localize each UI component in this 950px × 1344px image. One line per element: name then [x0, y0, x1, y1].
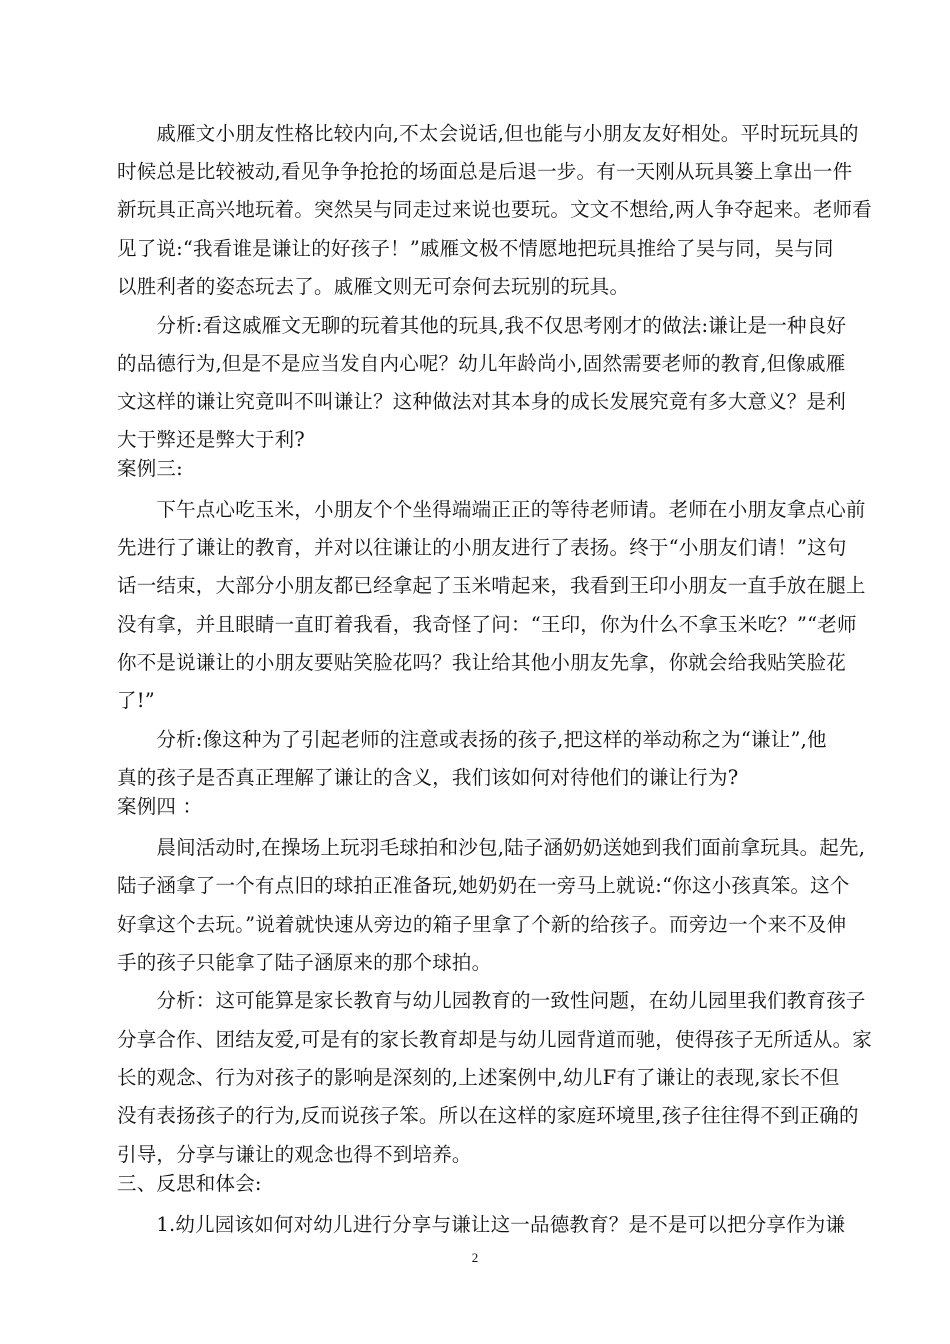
text-line: 了!” [117, 689, 155, 712]
text-line: 分析：这可能算是家长教育与幼儿园教育的一致性问题，在幼儿园里我们教育孩子 [117, 989, 866, 1012]
text-line: 新玩具正高兴地玩着。突然吴与同走过来说也要玩。文文不想给,两人争夺起来。老师看 [117, 198, 872, 221]
text-line: 你不是说谦让的小朋友要贴笑脸花吗？我让给其他小朋友先拿，你就会给我贴笑脸花 [117, 651, 846, 674]
section-heading: 三、反思和体会: [117, 1172, 262, 1195]
text-line: 分析:看这戚雁文无聊的玩着其他的玩具,我不仅思考刚才的做法:谦让是一种良好 [117, 314, 847, 337]
text-line: 晨间活动时,在操场上玩羽毛球拍和沙包,陆子涵奶奶送她到我们面前拿玩具。起先, [117, 836, 866, 859]
text-line: 长的观念、行为对孩子的影响是深刻的,上述案例中,幼儿F有了谦让的表现,家长不但 [117, 1066, 840, 1089]
text-line: 手的孩子只能拿了陆子涵原来的那个球拍。 [117, 951, 492, 974]
section-heading: 案例三: [117, 457, 183, 480]
text-line: 的品德行为,但是不是应当发自内心呢？幼儿年龄尚小,固然需要老师的教育,但像戚雁 [117, 352, 846, 375]
text-line: 好拿这个去玩。”说着就快速从旁边的箱子里拿了个新的给孩子。而旁边一个来不及伸 [117, 913, 847, 936]
text-line: 文这样的谦让究竟叫不叫谦让？这种做法对其本身的成长发展究竟有多大意义？是利 [117, 390, 846, 413]
text-line: 陆子涵拿了一个有点旧的球拍正准备玩,她奶奶在一旁马上就说:“你这小孩真笨。这个 [117, 874, 850, 897]
page-number: 2 [471, 1250, 479, 1265]
text-line: 下午点心吃玉米，小朋友个个坐得端端正正的等待老师请。老师在小朋友拿点心前 [117, 498, 866, 521]
text-line: 没有表扬孩子的行为,反而说孩子笨。所以在这样的家庭环境里,孩子往往得不到正确的 [117, 1104, 859, 1127]
section-heading: 案例四 ： [117, 795, 203, 818]
text-line: 分析:像这种为了引起老师的注意或表扬的孩子,把这样的举动称之为“谦让”,他 [117, 728, 827, 751]
text-line: 没有拿，并且眼睛一直盯着我看，我奇怪了问：“王印，你为什么不拿玉米吃？”“老师 [117, 613, 857, 636]
text-line: 先进行了谦让的教育，并对以往谦让的小朋友进行了表扬。终于“小朋友们请！”这句 [117, 536, 847, 559]
text-line: 1.幼儿园该如何对幼儿进行分享与谦让这一品德教育？是不是可以把分享作为谦 [117, 1213, 846, 1236]
text-line: 时候总是比较被动,看见争争抢抢的场面总是后退一步。有一天刚从玩具篓上拿出一件 [117, 160, 853, 183]
text-line: 真的孩子是否真正理解了谦让的含义，我们该如何对待他们的谦让行为? [117, 766, 739, 789]
text-line: 话一结束，大部分小朋友都已经拿起了玉米啃起来，我看到王印小朋友一直手放在腿上 [117, 574, 866, 597]
text-line: 戚雁文小朋友性格比较内向,不太会说话,但也能与小朋友友好相处。平时玩玩具的 [117, 122, 859, 145]
text-line: 大于弊还是弊大于利? [117, 428, 305, 451]
text-line: 以胜利者的姿态玩去了。戚雁文则无可奈何去玩别的玩具。 [117, 275, 630, 298]
text-line: 引导，分享与谦让的观念也得不到培养。 [117, 1143, 472, 1166]
text-line: 见了说:“我看谁是谦让的好孩子！”戚雁文极不情愿地把玩具推给了吴与同，吴与同 [117, 237, 834, 260]
text-line: 分享合作、团结友爱,可是有的家长教育却是与幼儿园背道而驰，使得孩子无所适从。家 [117, 1028, 872, 1051]
